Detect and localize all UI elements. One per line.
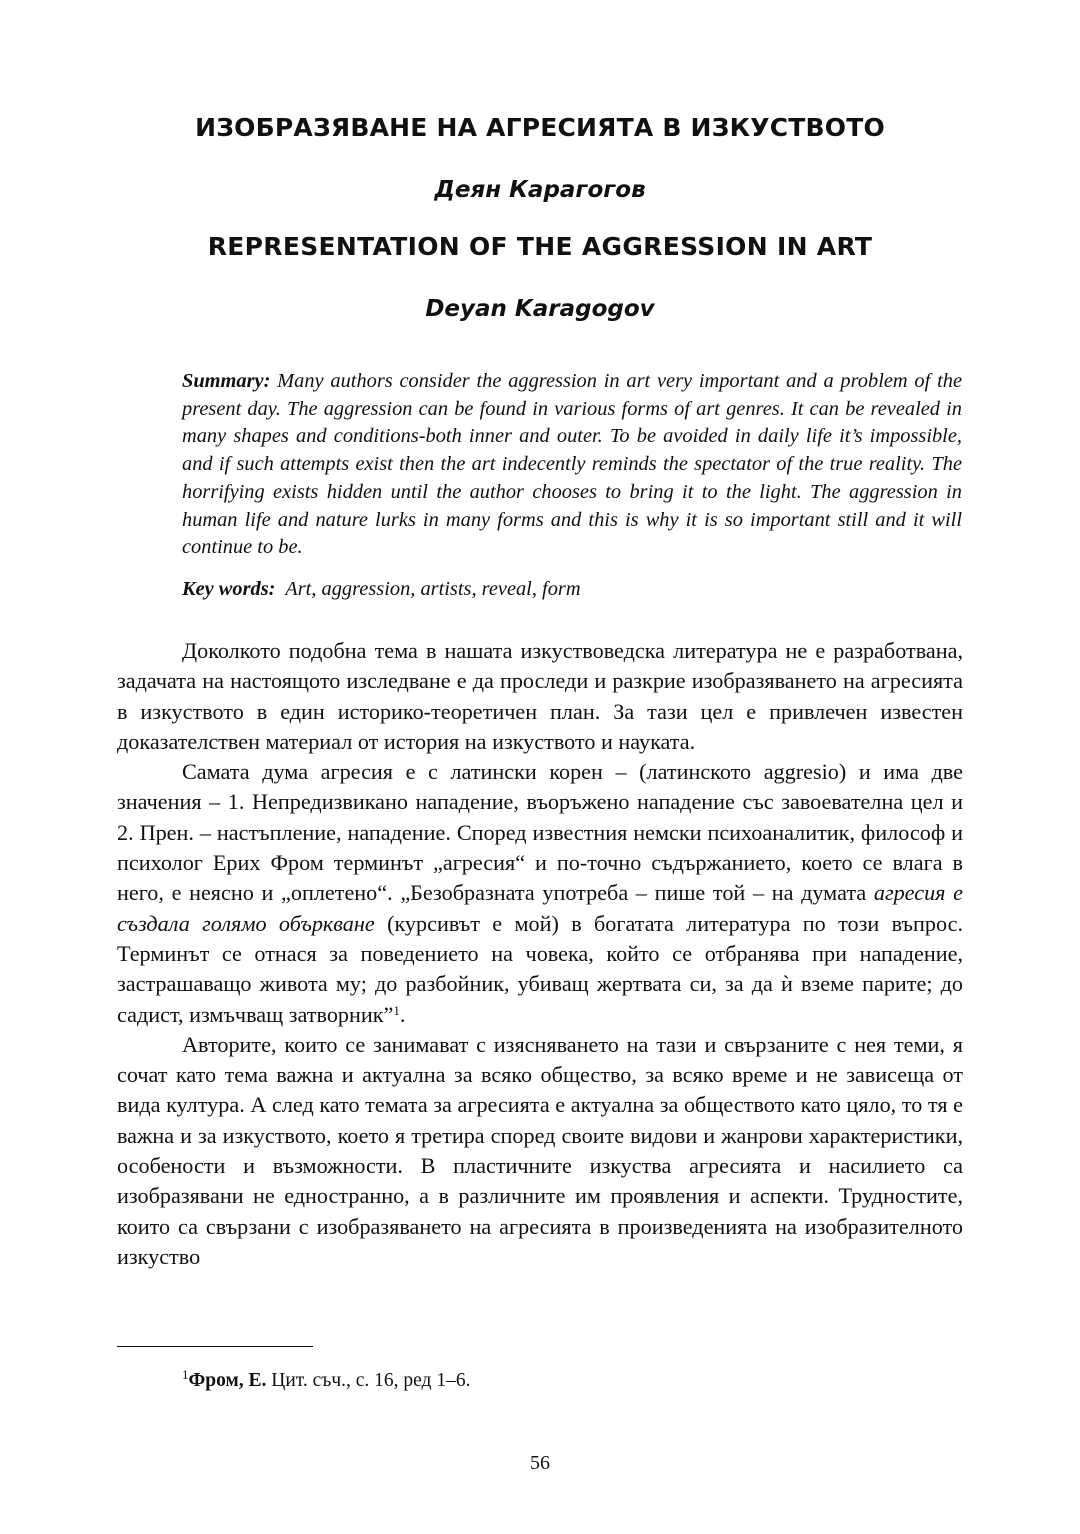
footnote-number: 1 xyxy=(182,1367,189,1382)
paragraph-2-emphasis: агресия е създала голямо объркване xyxy=(117,880,964,936)
paragraph-2-part-a: Самата дума агресия е с латински корен – (латинското aggresio) и има две значения – 1. Непредизвикано нападение, въоръжено нападение със завоевателна цел и 2. Прен. – настъпление, нападение. Според известния немски психоаналитик, философ и психолог Ерих Фром терминът „агресия“ и по-точно съдържанието, което се влага в него, е неясно и „оплетено“. „Безобразната употреба – пише той – на думата xyxy=(117,759,963,906)
footnote xyxy=(182,1368,470,1394)
body-text xyxy=(117,636,963,1272)
paragraph-1: Доколкото подобна тема в нашата изкуствоведска литература не е разработвана, задачата на настоящото изследване е да проследи и разкрие изобразяването на агресията в изкуството в един историко-теоретичен план. За тази цел е привлечен известен доказателствен материал от история на изкуството и науката. xyxy=(117,638,963,754)
paragraph-2-part-b: (курсивът е мой) в богатата литература по този въпрос. Терминът се отнася за поведението на човека, който се отбранява при нападение, застрашаващо живота му; до разбойник, убиващ жертвата си, за да ѝ вземе парите; до садист, измъчващ затворник” xyxy=(117,910,963,1027)
abstract-summary xyxy=(182,368,962,562)
summary-label: Summary: xyxy=(182,370,271,392)
footnote-author: Фром, Е. xyxy=(188,1370,267,1391)
author-bulgarian: Деян Карагогов xyxy=(434,177,646,203)
footnote-reference[interactable]: 1 xyxy=(393,1002,400,1018)
keywords-text: Art, aggression, artists, reveal, form xyxy=(285,578,581,600)
footnote-divider xyxy=(117,1346,313,1347)
author-english: Deyan Karagogov xyxy=(425,296,655,322)
paragraph-2 xyxy=(117,757,963,1030)
title-english: REPRESENTATION OF THE AGGRESSION IN ART xyxy=(207,232,873,261)
title-bulgarian: ИЗОБРАЗЯВАНЕ НА АГРЕСИЯТА В ИЗКУСТВОТО xyxy=(195,113,885,142)
abstract-keywords xyxy=(182,576,962,604)
page-number: 56 xyxy=(530,1452,550,1474)
keywords-label: Key words: xyxy=(182,578,276,600)
paragraph-3: Авторите, които се занимават с изясняването на тази и свързаните с нея теми, я сочат като тема важна и актуална за всяко общество, за всяко време и не зависеща от вида култура. А след като темата за агресията е актуална за обществото като цяло, то тя е важна и за изкуството, което я третира според своите видови и жанрови характеристики, особености и възможности. В пластичните изкуства агресията и насилието са изобразявани не едностранно, а в различните им проявления и аспекти. Трудностите, които са свързани с изобразяването на агресията в произведенията на изобразителното изкуство xyxy=(117,1031,963,1269)
footnote-text: Цит. съч., с. 16, ред 1–6. xyxy=(271,1370,471,1391)
summary-text: Many authors consider the aggression in art very important and a problem of the present day. The aggression can be found in various forms of art genres. It can be revealed in many shapes and conditions-both inner and outer. To be avoided in daily life it’s impossible, and if such attempts exist then the art indecently reminds the spectator of the true reality. The horrifying exists hidden until the author chooses to bring it to the light. The aggression in human life and nature lurks in many forms and this is why it is so important still and it will continue to be. xyxy=(182,370,962,559)
paragraph-2-end: . xyxy=(399,1001,406,1027)
